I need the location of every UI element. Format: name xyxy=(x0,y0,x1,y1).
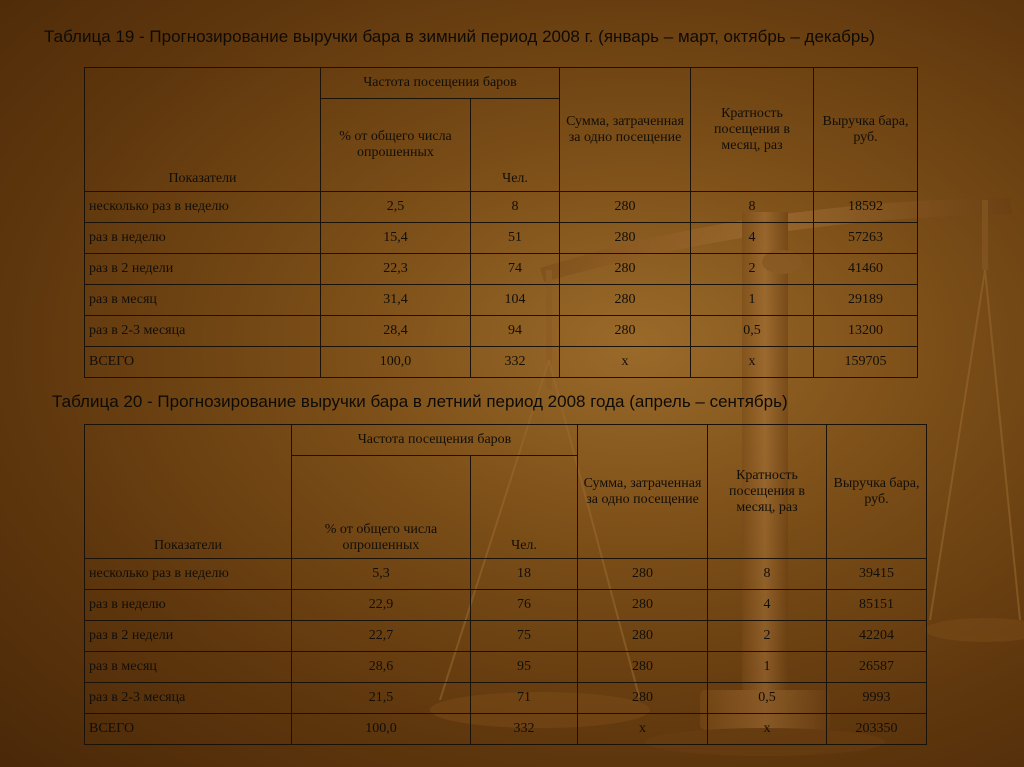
table-cell: 13200 xyxy=(814,316,918,347)
header-people: Чел. xyxy=(471,99,560,192)
table-row xyxy=(85,254,918,285)
table-row xyxy=(85,652,927,683)
table-cell: 100,0 xyxy=(321,347,471,378)
table-cell: х xyxy=(708,714,827,745)
table-row xyxy=(85,192,918,223)
header-indicators: Показатели xyxy=(85,425,292,559)
table-cell: 159705 xyxy=(814,347,918,378)
table-cell: х xyxy=(560,347,691,378)
table19-title: Таблица 19 - Прогнозирование выручки бара в зимний период 2008 г. (январь – март, октябрь – декабрь) xyxy=(44,27,875,46)
table-cell: 1 xyxy=(708,652,827,683)
table20 xyxy=(84,424,927,745)
table-cell: 2,5 xyxy=(321,192,471,223)
table-cell: 51 xyxy=(471,223,560,254)
row-label: раз в неделю xyxy=(85,223,321,254)
table-cell: 22,3 xyxy=(321,254,471,285)
table-cell: 71 xyxy=(471,683,578,714)
table-cell: 332 xyxy=(471,347,560,378)
table-cell: 41460 xyxy=(814,254,918,285)
table-cell: 8 xyxy=(471,192,560,223)
header-sum: Сумма, затраченная за одно посещение xyxy=(578,425,708,559)
table-cell: 8 xyxy=(691,192,814,223)
header-multiplicity: Кратность посещения в месяц, раз xyxy=(691,68,814,192)
table-cell: 4 xyxy=(708,590,827,621)
table-cell: 95 xyxy=(471,652,578,683)
table-row xyxy=(85,559,927,590)
row-label: раз в месяц xyxy=(85,652,292,683)
table-cell: 75 xyxy=(471,621,578,652)
table-cell: 1 xyxy=(691,285,814,316)
table-cell: 280 xyxy=(578,683,708,714)
header-frequency: Частота посещения баров xyxy=(321,68,560,99)
header-people: Чел. xyxy=(471,456,578,559)
row-label: ВСЕГО xyxy=(85,714,292,745)
header-frequency: Частота посещения баров xyxy=(292,425,578,456)
row-label: несколько раз в неделю xyxy=(85,192,321,223)
table-cell: 26587 xyxy=(827,652,927,683)
table-cell: 100,0 xyxy=(292,714,471,745)
table-cell: 42204 xyxy=(827,621,927,652)
row-label: раз в 2 недели xyxy=(85,254,321,285)
table19 xyxy=(84,67,918,378)
table-row xyxy=(85,316,918,347)
table-cell: х xyxy=(691,347,814,378)
table20-title: Таблица 20 - Прогнозирование выручки бара в летний период 2008 года (апрель – сентябрь) xyxy=(52,392,788,411)
table-cell: 332 xyxy=(471,714,578,745)
table-cell: 4 xyxy=(691,223,814,254)
row-label: раз в месяц xyxy=(85,285,321,316)
table-row xyxy=(85,223,918,254)
header-revenue: Выручка бара, руб. xyxy=(827,425,927,559)
table-cell: 29189 xyxy=(814,285,918,316)
row-label: несколько раз в неделю xyxy=(85,559,292,590)
table-cell: 76 xyxy=(471,590,578,621)
table-row xyxy=(85,590,927,621)
table-cell: 280 xyxy=(560,192,691,223)
table-cell: 28,4 xyxy=(321,316,471,347)
table-cell: 0,5 xyxy=(708,683,827,714)
row-label: ВСЕГО xyxy=(85,347,321,378)
table-cell: 57263 xyxy=(814,223,918,254)
table-cell: 203350 xyxy=(827,714,927,745)
header-indicators: Показатели xyxy=(85,68,321,192)
table-cell: 2 xyxy=(691,254,814,285)
table-cell: 0,5 xyxy=(691,316,814,347)
table-cell: 15,4 xyxy=(321,223,471,254)
table-row xyxy=(85,714,927,745)
table-cell: 104 xyxy=(471,285,560,316)
table-row xyxy=(85,285,918,316)
table-row xyxy=(85,621,927,652)
table-row xyxy=(85,347,918,378)
table-cell: 94 xyxy=(471,316,560,347)
table-cell: 5,3 xyxy=(292,559,471,590)
row-label: раз в неделю xyxy=(85,590,292,621)
table-cell: 22,9 xyxy=(292,590,471,621)
table-cell: 85151 xyxy=(827,590,927,621)
row-label: раз в 2 недели xyxy=(85,621,292,652)
table-row xyxy=(85,683,927,714)
table-cell: 280 xyxy=(560,316,691,347)
table-cell: 21,5 xyxy=(292,683,471,714)
table-cell: 9993 xyxy=(827,683,927,714)
table-cell: 2 xyxy=(708,621,827,652)
row-label: раз в 2-3 месяца xyxy=(85,316,321,347)
table-cell: 18 xyxy=(471,559,578,590)
table-cell: 280 xyxy=(578,621,708,652)
table-cell: 28,6 xyxy=(292,652,471,683)
header-percent: % от общего числа опрошенных xyxy=(321,99,471,192)
table-cell: 22,7 xyxy=(292,621,471,652)
table-cell: 280 xyxy=(578,590,708,621)
header-multiplicity: Кратность посещения в месяц, раз xyxy=(708,425,827,559)
table-cell: 31,4 xyxy=(321,285,471,316)
table-cell: 74 xyxy=(471,254,560,285)
header-sum: Сумма, затраченная за одно посещение xyxy=(560,68,691,192)
table-cell: 280 xyxy=(560,223,691,254)
header-percent: % от общего числа опрошенных xyxy=(292,456,471,559)
table-cell: х xyxy=(578,714,708,745)
row-label: раз в 2-3 месяца xyxy=(85,683,292,714)
table-cell: 280 xyxy=(560,254,691,285)
header-revenue: Выручка бара, руб. xyxy=(814,68,918,192)
table-cell: 18592 xyxy=(814,192,918,223)
table-cell: 8 xyxy=(708,559,827,590)
table-cell: 280 xyxy=(560,285,691,316)
table-cell: 39415 xyxy=(827,559,927,590)
table-cell: 280 xyxy=(578,652,708,683)
table-cell: 280 xyxy=(578,559,708,590)
